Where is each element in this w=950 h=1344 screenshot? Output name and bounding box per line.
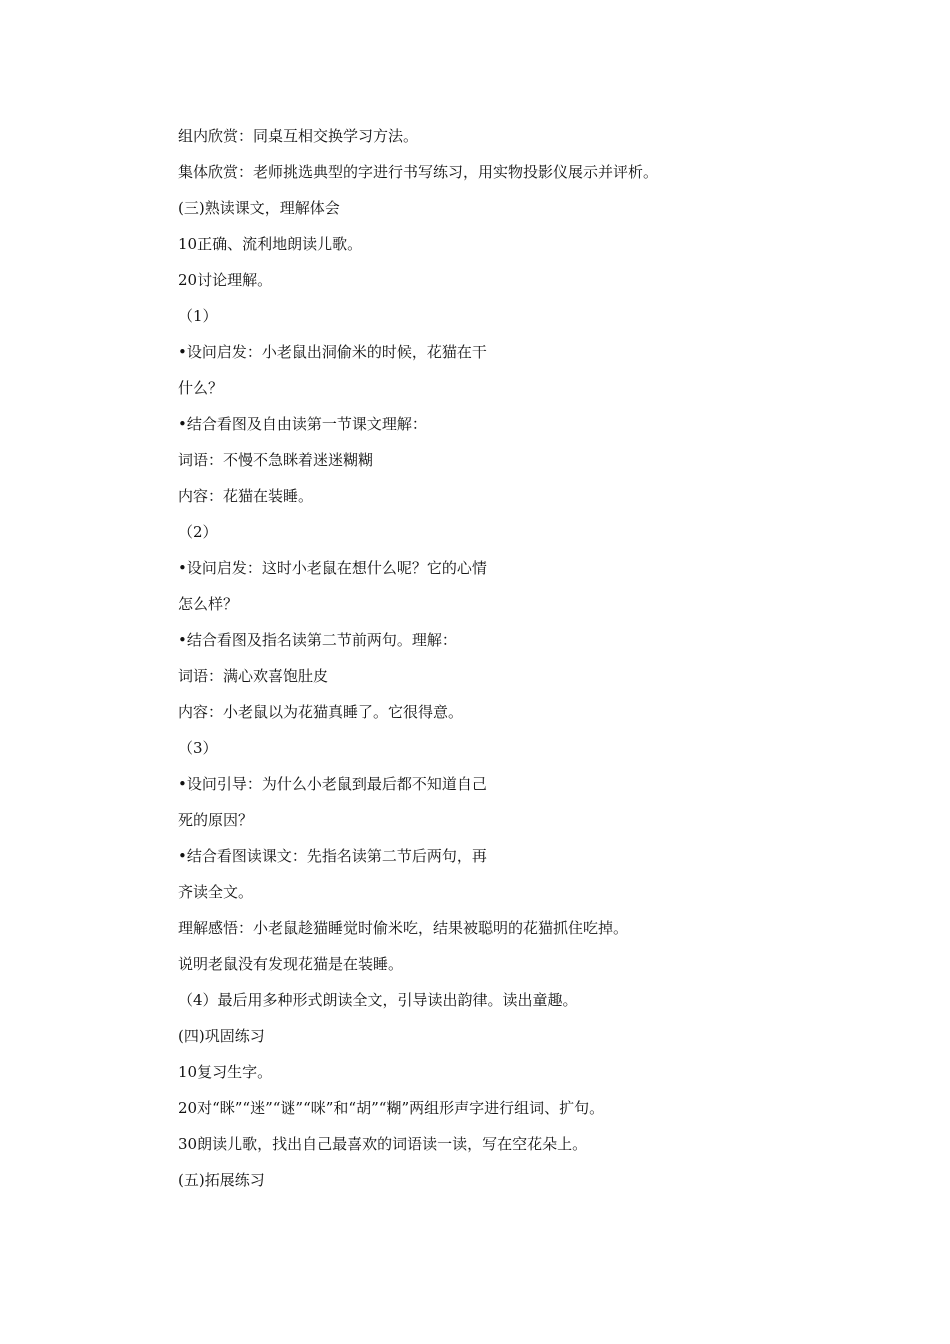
subsection-number: （1） <box>178 307 218 325</box>
text-line: 死的原因？ <box>178 811 254 829</box>
text-line: 词语：满心欢喜饱肚皮 <box>178 667 329 685</box>
text-line: 内容：小老鼠以为花猫真睡了。它很得意。 <box>178 703 464 721</box>
text-line: 20讨论理解。 <box>178 271 273 289</box>
section-heading: (三)熟读课文，理解体会 <box>178 199 340 217</box>
bullet-line: •结合看图读课文：先指名读第二节后两句，再 <box>178 847 487 865</box>
text-line: 怎么样？ <box>178 595 239 613</box>
bullet-line: •设问启发：这时小老鼠在想什么呢？它的心情 <box>178 559 487 577</box>
text-line: 说明老鼠没有发现花猫是在装睡。 <box>178 955 404 973</box>
text-line: 集体欣赏：老师挑选典型的字进行书写练习，用实物投影仪展示并评析。 <box>178 163 659 181</box>
section-heading: (五)拓展练习 <box>178 1171 265 1189</box>
text-line: 10正确、流利地朗读儿歌。 <box>178 235 363 253</box>
text-line: 齐读全文。 <box>178 883 254 901</box>
subsection-number: （2） <box>178 523 218 541</box>
text-line: 理解感悟：小老鼠趁猫睡觉时偷米吃，结果被聪明的花猫抓住吃掉。 <box>178 919 629 937</box>
text-line: 10复习生字。 <box>178 1063 273 1081</box>
document-body <box>178 125 898 1205</box>
text-line: 内容：花猫在装睡。 <box>178 487 314 505</box>
text-line: 30朗读儿歌，找出自己最喜欢的词语读一读，写在空花朵上。 <box>178 1135 588 1153</box>
subsection-number: （3） <box>178 739 218 757</box>
text-line: （4）最后用多种形式朗读全文，引导读出韵律。读出童趣。 <box>178 991 578 1009</box>
text-line: 什么？ <box>178 379 224 397</box>
bullet-line: •设问启发：小老鼠出洞偷米的时候，花猫在干 <box>178 343 487 361</box>
text-line: 20对“眯”“迷”“谜”“咪”和“胡”“糊”两组形声字进行组词、扩句。 <box>178 1099 605 1117</box>
text-line: 词语：不慢不急眯着迷迷糊糊 <box>178 451 374 469</box>
bullet-line: •设问引导：为什么小老鼠到最后都不知道自己 <box>178 775 487 793</box>
bullet-line: •结合看图及自由读第一节课文理解： <box>178 415 427 433</box>
text-line: 组内欣赏：同桌互相交换学习方法。 <box>178 127 419 145</box>
section-heading: (四)巩固练习 <box>178 1027 265 1045</box>
bullet-line: •结合看图及指名读第二节前两句。理解： <box>178 631 457 649</box>
